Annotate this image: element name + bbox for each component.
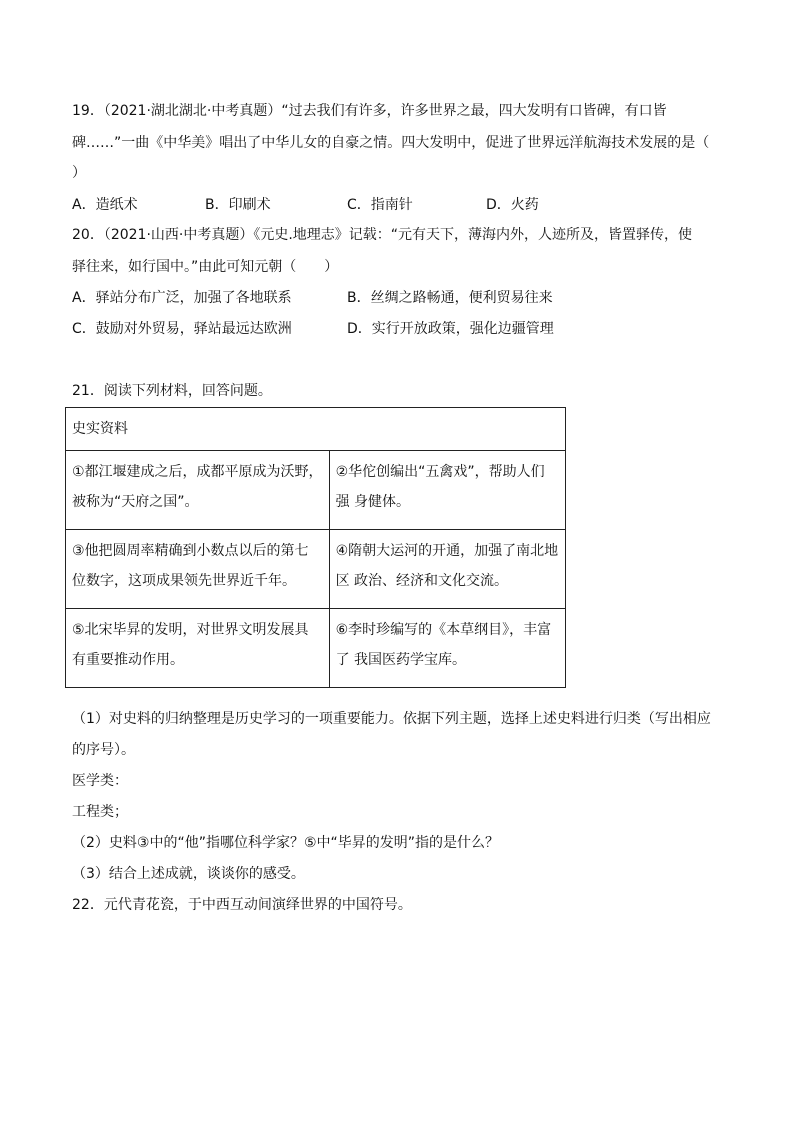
q22-stem: 22．元代青花瓷，于中西互动间演绎世界的中国符号。 (72, 897, 412, 913)
fact-4-line1: ④隋朝大运河的开通，加强了南北地 (335, 543, 559, 559)
q19-option-d: D．火药 (486, 197, 539, 213)
q19-option-b: B．印刷术 (205, 197, 271, 213)
q21-intro: 21．阅读下列材料，回答问题。 (72, 383, 272, 399)
fact-3-line2: 位数字，这项成果领先世界近千年。 (72, 573, 296, 589)
q21-sub1-line1: （1）对史料的归纳整理是历史学习的一项重要能力。依据下列主题，选择上述史料进行归类（写出相应 (72, 711, 711, 727)
table-header: 史实资料 (66, 408, 566, 451)
q21-medical-label: 医学类： (72, 773, 128, 789)
q21-engineering-label: 工程类； (72, 804, 128, 820)
q19-option-a: A．造纸术 (72, 197, 138, 213)
fact-2-line1: ②华佗创编出“五禽戏”，帮助人们 (335, 464, 545, 480)
table-cell-fact-6 (329, 609, 565, 688)
q20-stem-line2: 驿往来，如行国中。”由此可知元朝（ ） (72, 259, 339, 275)
fact-1-line1: ①都江堰建成之后，成都平原成为沃野， (72, 464, 323, 480)
fact-5-line2: 有重要推动作用。 (72, 652, 184, 668)
q19-stem-line1: 19．（2021·湖北湖北·中考真题）“过去我们有许多，许多世界之最，四大发明有口皆碑，有口皆 (72, 103, 667, 119)
q20-option-b: B．丝绸之路畅通，便利贸易往来 (347, 290, 553, 306)
q21-sub3: （3）结合上述成就，谈谈你的感受。 (72, 866, 305, 882)
q19-stem-line2: 碑……”一曲《中华美》唱出了中华儿女的自豪之情。四大发明中，促进了世界远洋航海技术发展的是（ (72, 135, 710, 151)
table-cell-fact-3 (66, 530, 330, 609)
q21-sub1-line2: 的序号）。 (72, 742, 135, 758)
fact-5-line1: ⑤北宋毕昇的发明，对世界文明发展具 (72, 622, 309, 638)
q20-option-d: D．实行开放政策，强化边疆管理 (347, 321, 554, 337)
q20-option-c: C．鼓励对外贸易，驿站最远达欧洲 (72, 321, 292, 337)
fact-4-line2: 区 政治、经济和文化交流。 (335, 573, 509, 589)
fact-2-line2: 强 身健体。 (335, 494, 411, 510)
table-cell-fact-2 (329, 451, 565, 530)
q19-stem-line3: ） (72, 165, 86, 181)
q20-stem-line1: 20．（2021·山西·中考真题）《元史.地理志》记载：“元有天下，薄海内外，人迹所及，皆置驿传，使 (72, 227, 693, 243)
table-cell-fact-5 (66, 609, 330, 688)
table-cell-fact-1 (66, 451, 330, 530)
fact-6-line1: ⑥李时珍编写的《本草纲目》，丰富 (335, 622, 552, 638)
fact-1-line2: 被称为“天府之国”。 (72, 494, 199, 510)
fact-6-line2: 了 我国医药学宝库。 (335, 652, 467, 668)
table-cell-fact-4 (329, 530, 565, 609)
q21-sub2: （2）史料③中的“他”指哪位科学家？⑤中“毕昇的发明”指的是什么？ (72, 835, 500, 851)
q20-option-a: A．驿站分布广泛，加强了各地联系 (72, 290, 292, 306)
q19-option-c: C．指南针 (347, 197, 413, 213)
fact-3-line1: ③他把圆周率精确到小数点以后的第七 (72, 543, 309, 559)
historical-facts-table (65, 407, 566, 688)
